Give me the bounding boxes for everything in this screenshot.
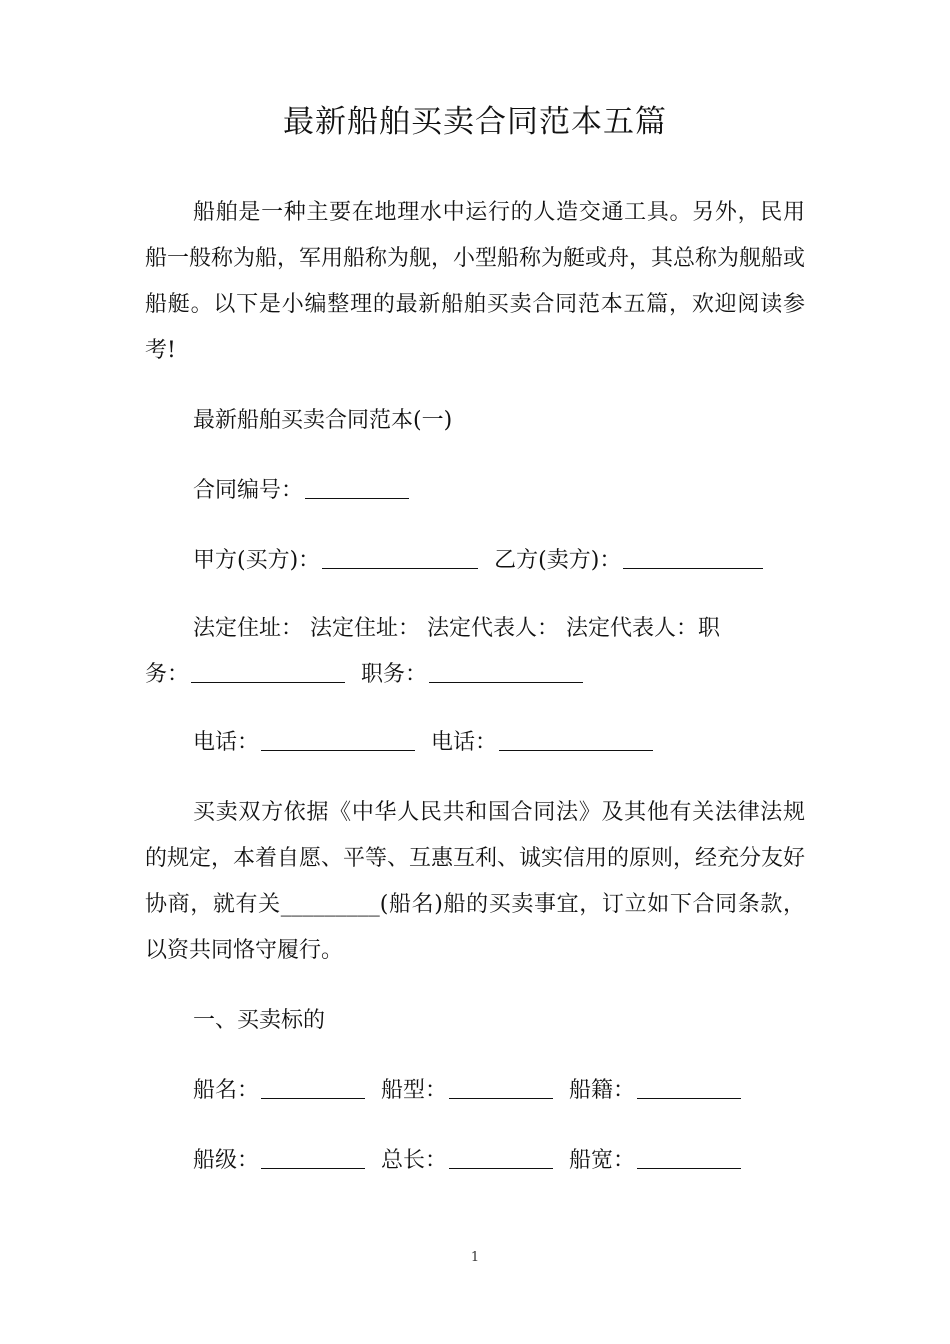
page-number: 1: [470, 1250, 480, 1265]
position-label: 职务：: [361, 662, 428, 687]
party-b-label: 乙方(卖方)：: [494, 548, 622, 573]
document-title: 最新船舶买卖合同范本五篇: [283, 104, 667, 140]
position-blank-a: [191, 660, 345, 683]
ship-name-blank: [261, 1076, 365, 1099]
party-b-blank: [623, 546, 763, 569]
contract-number-label: 合同编号：: [193, 478, 304, 503]
position-line: [145, 660, 585, 690]
ship-registry-blank: [637, 1076, 741, 1099]
party-a-blank: [322, 546, 478, 569]
total-length-blank: [449, 1146, 553, 1169]
ship-type-blank: [449, 1076, 553, 1099]
phone-blank-a: [261, 728, 415, 751]
ship-width-blank: [637, 1146, 741, 1169]
address-line: 法定住址： 法定住址： 法定代表人： 法定代表人：职: [193, 616, 720, 641]
ship-name-label: 船名：: [193, 1078, 260, 1103]
party-a-label: 甲方(买方)：: [193, 548, 321, 573]
position-prefix: 务：: [145, 662, 190, 687]
intro-paragraph: 船舶是一种主要在地理水中运行的人造交通工具。另外，民用船一般称为船，军用船称为舰，小型船称为艇或舟，其总称为舰船或船艇。以下是小编整理的最新船舶买卖合同范本五篇，欢迎阅读参考!: [145, 200, 806, 363]
ship-registry-label: 船籍：: [569, 1078, 636, 1103]
ship-width-label: 船宽：: [569, 1148, 636, 1173]
ship-info-line-1: [193, 1076, 743, 1106]
ship-info-line-2: [193, 1146, 743, 1176]
phone-blank-b: [499, 728, 653, 751]
ship-class-label: 船级：: [193, 1148, 260, 1173]
contract-number-line: [193, 476, 411, 506]
parties-line: [193, 546, 765, 576]
phone-label-a: 电话：: [193, 730, 260, 755]
ship-type-label: 船型：: [381, 1078, 448, 1103]
section-heading: 最新船舶买卖合同范本(一): [193, 408, 453, 433]
contract-number-blank: [305, 476, 409, 499]
ship-class-blank: [261, 1146, 365, 1169]
clause-heading: 一、买卖标的: [193, 1008, 326, 1033]
total-length-label: 总长：: [381, 1148, 448, 1173]
phone-label-b: 电话：: [431, 730, 498, 755]
position-blank-b: [429, 660, 583, 683]
body-paragraph: 买卖双方依据《中华人民共和国合同法》及其他有关法律法规的规定，本着自愿、平等、互惠互利、诚实信用的原则，经充分友好协商，就有关_________(船名)船的买卖事宜，订立如下合同条款，以资共同恪守履行。: [145, 800, 806, 963]
phone-line: [193, 728, 655, 758]
